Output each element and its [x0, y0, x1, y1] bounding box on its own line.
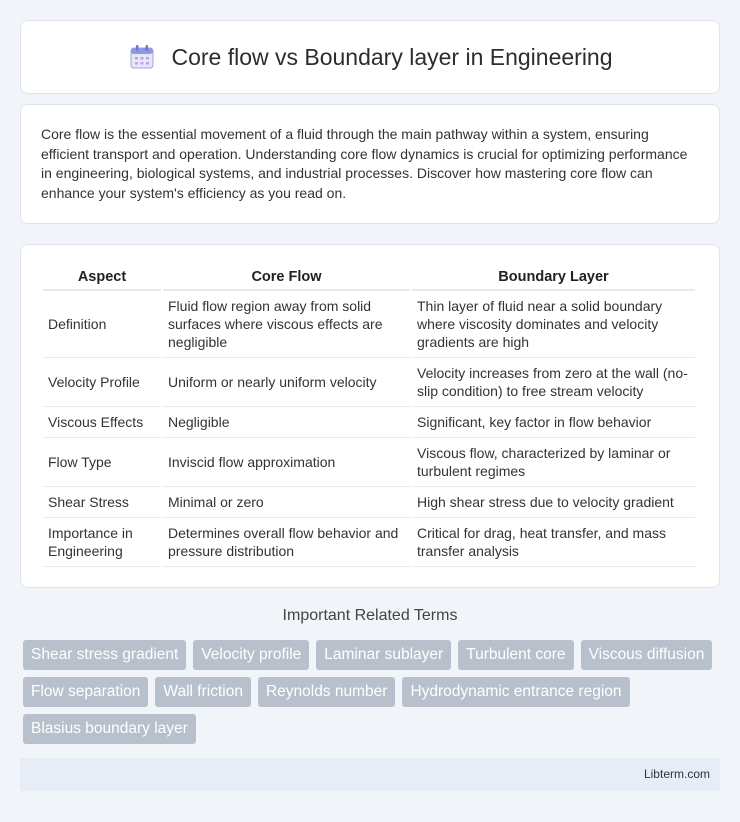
comparison-table — [41, 265, 697, 567]
table-row — [43, 291, 695, 358]
tag-hydrodynamic-entrance-region[interactable]: Hydrodynamic entrance region — [402, 677, 629, 707]
tag-blasius-boundary-layer[interactable]: Blasius boundary layer — [23, 714, 196, 744]
row-core-flow: Uniform or nearly uniform velocity — [163, 358, 410, 407]
tag-shear-stress-gradient[interactable]: Shear stress gradient — [23, 640, 186, 670]
row-core-flow: Minimal or zero — [163, 487, 410, 518]
row-boundary-layer: High shear stress due to velocity gradient — [412, 487, 695, 518]
row-aspect: Flow Type — [43, 438, 161, 487]
calendar-icon — [127, 42, 157, 72]
tag-turbulent-core[interactable]: Turbulent core — [458, 640, 573, 670]
page-title: Core flow vs Boundary layer in Engineering — [171, 43, 613, 70]
row-aspect: Importance in Engineering — [43, 518, 161, 567]
row-aspect: Velocity Profile — [43, 358, 161, 407]
table-row — [43, 438, 695, 487]
table-row — [43, 407, 695, 438]
footer-site-link[interactable]: Libterm.com — [643, 767, 710, 781]
header-boundary-layer: Boundary Layer — [412, 265, 695, 291]
row-aspect: Viscous Effects — [43, 407, 161, 438]
related-terms-title: Important Related Terms — [282, 607, 458, 624]
row-core-flow: Fluid flow region away from solid surfaces where viscous effects are negligible — [163, 291, 410, 358]
tag-viscous-diffusion[interactable]: Viscous diffusion — [581, 640, 713, 670]
header-aspect: Aspect — [43, 265, 161, 291]
row-aspect: Shear Stress — [43, 487, 161, 518]
row-core-flow: Negligible — [163, 407, 410, 438]
header-card — [20, 20, 720, 94]
tag-velocity-profile[interactable]: Velocity profile — [193, 640, 309, 670]
tag-wall-friction[interactable]: Wall friction — [155, 677, 251, 707]
header-core-flow: Core Flow — [163, 265, 410, 291]
table-row — [43, 487, 695, 518]
table-header-row — [43, 265, 695, 291]
row-boundary-layer: Viscous flow, characterized by laminar or turbulent regimes — [412, 438, 695, 487]
intro-card — [20, 104, 720, 224]
row-boundary-layer: Thin layer of fluid near a solid boundary where viscosity dominates and velocity gradients are high — [412, 291, 695, 358]
intro-text: Core flow is the essential movement of a fluid through the main pathway within a system, ensuring efficient transport and operation. Understanding core flow dynamics is crucial for optimizing performance in engineering, biological systems, and industrial processes. Discover how mastering core flow can enhance your system's efficiency as you read on. — [41, 126, 688, 201]
comparison-card — [20, 244, 720, 588]
footer — [20, 758, 720, 791]
row-boundary-layer: Critical for drag, heat transfer, and mass transfer analysis — [412, 518, 695, 567]
row-boundary-layer: Significant, key factor in flow behavior — [412, 407, 695, 438]
row-core-flow: Determines overall flow behavior and pressure distribution — [163, 518, 410, 567]
row-aspect: Definition — [43, 291, 161, 358]
row-core-flow: Inviscid flow approximation — [163, 438, 410, 487]
table-row — [43, 358, 695, 407]
tag-reynolds-number[interactable]: Reynolds number — [258, 677, 395, 707]
table-row — [43, 518, 695, 567]
row-boundary-layer: Velocity increases from zero at the wall (no-slip condition) to free stream velocity — [412, 358, 695, 407]
tag-flow-separation[interactable]: Flow separation — [23, 677, 148, 707]
related-terms-list — [23, 640, 723, 744]
tag-laminar-sublayer[interactable]: Laminar sublayer — [316, 640, 451, 670]
